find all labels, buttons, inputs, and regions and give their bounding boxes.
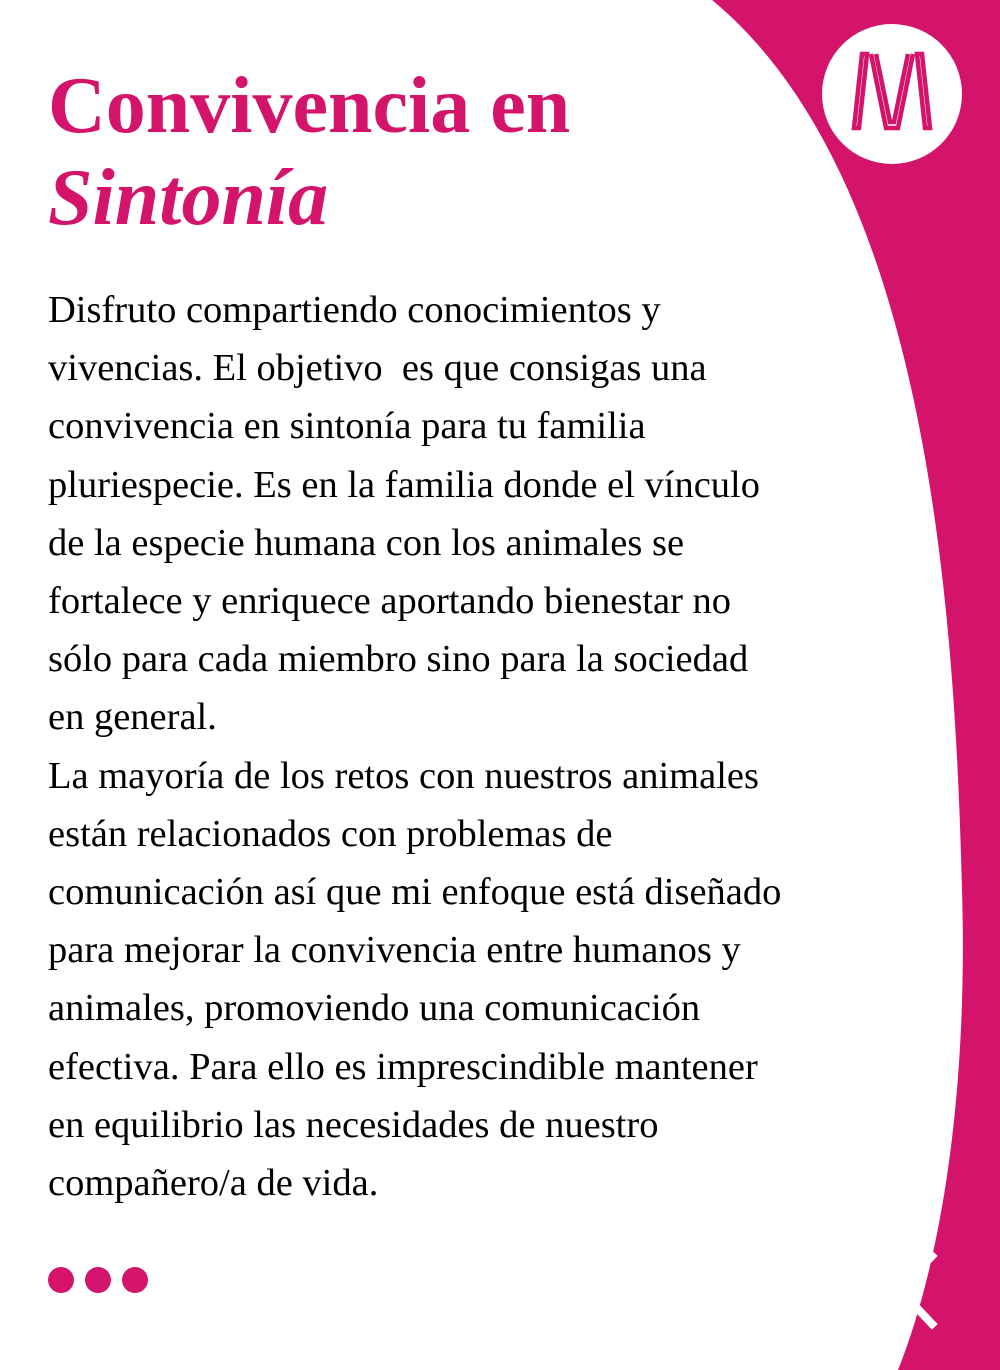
- body-line: de la especie humana con los animales se: [48, 521, 685, 564]
- body-line: pluriespecie. Es en la familia donde el vínculo: [48, 463, 761, 506]
- title-line-2: Sintonía: [48, 154, 329, 242]
- m-monogram-logo: [822, 24, 962, 164]
- body-line: efectiva. Para ello es imprescindible mantener: [48, 1045, 758, 1088]
- body-line: comunicación así que mi enfoque está diseñado: [48, 871, 782, 914]
- body-line: convivencia en sintonía para tu familia: [48, 405, 646, 448]
- more-dots-icon[interactable]: [48, 1267, 148, 1293]
- page-title: [48, 60, 570, 244]
- body-line: animales, promoviendo una comunicación: [48, 987, 701, 1030]
- dot: [48, 1267, 74, 1293]
- body-line: compañero/a de vida.: [48, 1162, 379, 1205]
- body-line: en equilibrio las necesidades de nuestro: [48, 1103, 659, 1146]
- triple-chevron-left-icon[interactable]: [808, 1250, 970, 1330]
- body-line: están relacionados con problemas de: [48, 812, 613, 855]
- dot: [122, 1267, 148, 1293]
- body-line: en general.: [48, 696, 217, 739]
- body-line: La mayoría de los retos con nuestros animales: [48, 754, 759, 797]
- dot: [85, 1267, 111, 1293]
- body-line: para mejorar la convivencia entre humanos y: [48, 929, 741, 972]
- body-line: fortalece y enriquece aportando bienestar no: [48, 580, 732, 623]
- body-line: vivencias. El objetivo es que consigas una: [48, 347, 707, 390]
- title-line-1: Convivencia en: [48, 62, 571, 150]
- body-line: sólo para cada miembro sino para la sociedad: [48, 638, 749, 681]
- body-line: Disfruto compartiendo conocimientos y: [48, 289, 661, 331]
- body-paragraph: [48, 281, 953, 1212]
